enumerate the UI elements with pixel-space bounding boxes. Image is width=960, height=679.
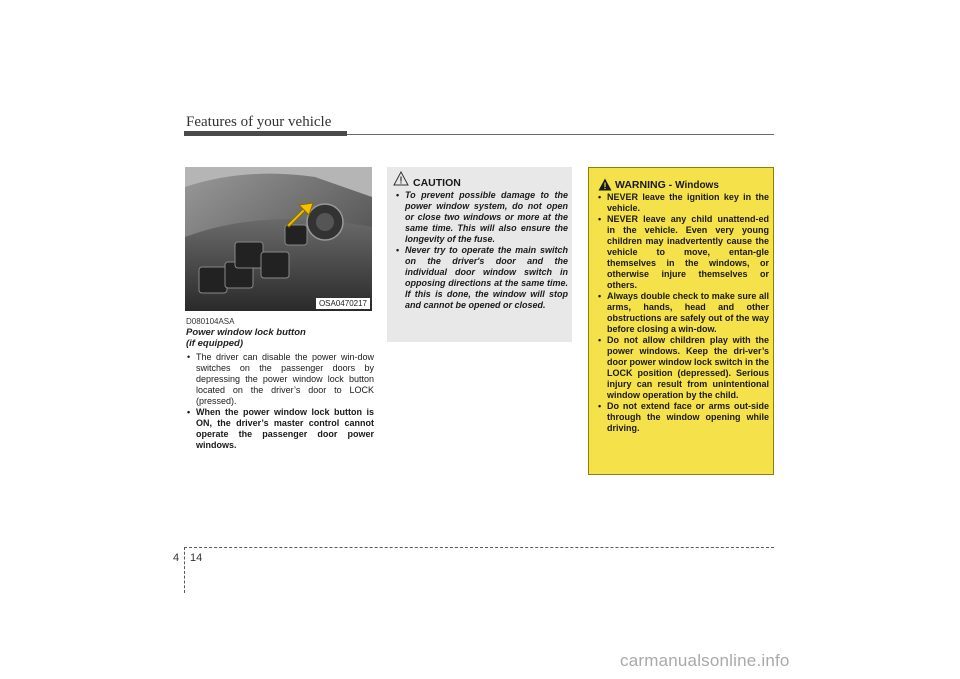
caution-triangle-icon	[393, 171, 409, 187]
list-item: • Never try to operate the main switch on the driver's door and the individual door window switch in opposing directions at the same time. If this is done, the window will stop and cannot be opened or closed.	[395, 245, 568, 311]
list-item: • Do not allow children play with the power windows. Keep the dri-ver’s door power window lock switch in the LOCK position (depressed). Serious injury can result from unintentional window operation by the child.	[597, 335, 769, 401]
list-item: • When the power window lock button is ON, the driver’s master control cannot operate the passenger door power windows.	[186, 407, 374, 451]
list-item: • NEVER leave the ignition key in the vehicle.	[597, 192, 769, 214]
list-item: • NEVER leave any child unattend-ed in the vehicle. Even very young children may inadvertently cause the vehicle to move, entan-gle themselves in the windows, or otherwise injure themselves or others.	[597, 214, 769, 291]
watermark: carmanualsonline.info	[620, 651, 790, 670]
warning-triangle-icon	[598, 178, 612, 191]
list-item: • Always double check to make sure all arms, hands, head and other obstructions are safely out of the way before closing a win-dow.	[597, 291, 769, 335]
warning-box	[588, 167, 774, 475]
warning-title-subject: Windows	[675, 180, 719, 191]
footer-rule	[184, 547, 774, 548]
header-rule	[347, 134, 774, 135]
list-item: • To prevent possible damage to the power window system, do not open or close two windows or more at the same time. This will also ensure the longevity of the fuse.	[395, 190, 568, 245]
door-switch-illustration	[185, 167, 372, 311]
warning-list	[597, 192, 769, 434]
list-item: • Do not extend face or arms out-side through the window opening while driving.	[597, 401, 769, 434]
warning-title-label: WARNING -	[615, 179, 673, 191]
page-number: 14	[190, 552, 203, 564]
warning-title	[615, 179, 719, 191]
list-item: • The driver can disable the power win-dow switches on the passenger doors by depressing the power window lock button located on the driver’s door to LOCK (pressed).	[186, 352, 374, 407]
section-heading	[186, 327, 376, 349]
header-bar	[184, 131, 347, 136]
section-code: D080104ASA	[186, 317, 235, 326]
caution-list	[395, 190, 568, 311]
section-heading-title: Power window lock button	[186, 327, 306, 338]
caution-title: CAUTION	[413, 177, 461, 189]
section-heading-qualifier: (if equipped)	[186, 338, 243, 349]
caution-box	[387, 167, 572, 342]
door-switch-photo	[185, 167, 372, 311]
figure-code: OSA0470217	[316, 298, 370, 309]
footer-divider	[184, 547, 185, 593]
section-bullets	[186, 352, 374, 451]
page-title: Features of your vehicle	[186, 114, 332, 130]
chapter-number: 4	[173, 552, 180, 564]
